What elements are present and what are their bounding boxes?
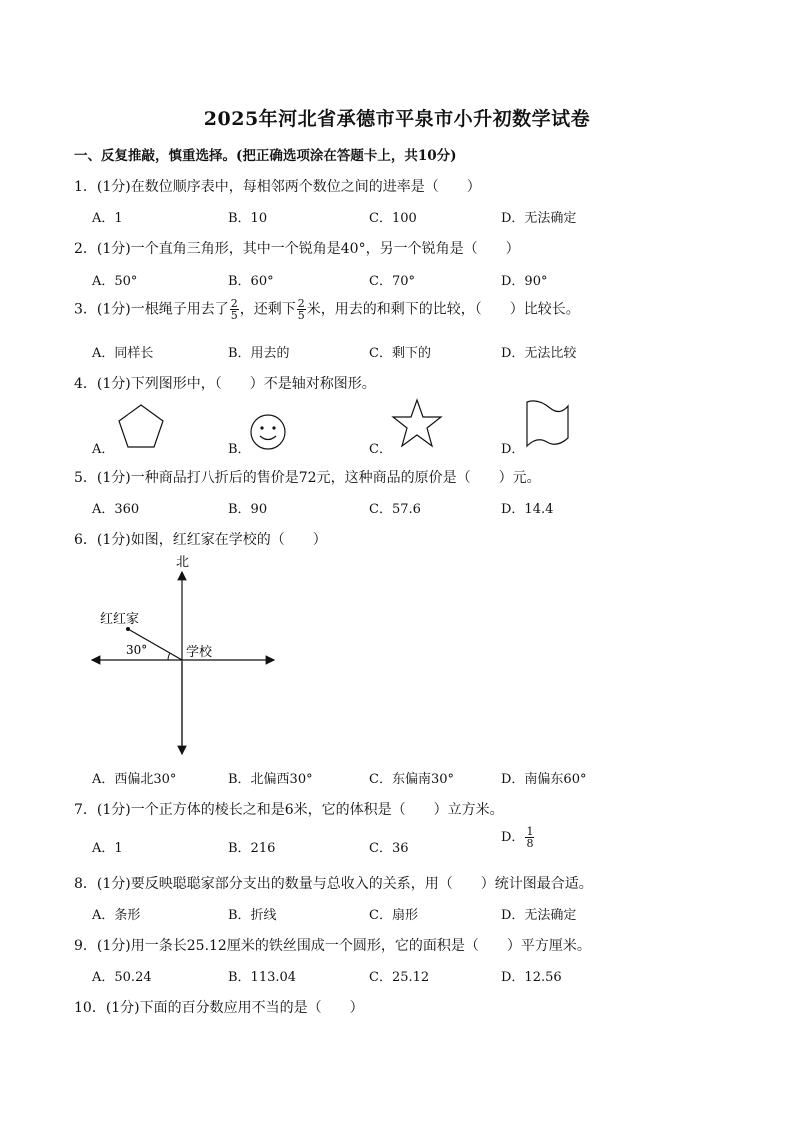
option-c[interactable]: C．25.12 <box>369 970 430 985</box>
question-text: 用一条长25.12厘米的铁丝围成一个圆形，它的面积是（ ）平方厘米。 <box>130 938 591 954</box>
question-10 <box>74 997 364 1017</box>
option-c[interactable]: C．扇形 <box>369 908 418 923</box>
fraction: $\frac{2}{5}$ <box>297 297 305 322</box>
section-heading: 一、反复推敲，慎重选择。(把正确选项涂在答题卡上，共10分) <box>74 148 457 164</box>
question-3 <box>74 298 580 321</box>
question-label: 3．(1分) <box>74 301 131 318</box>
option-d[interactable]: D．12.56 <box>501 970 562 985</box>
option-a[interactable]: A．50.24 <box>92 970 152 985</box>
star-icon[interactable] <box>390 398 444 450</box>
question-5 <box>74 467 541 487</box>
option-c[interactable]: C．东偏南30° <box>369 772 454 787</box>
angle-label: 30° <box>126 643 148 657</box>
option-d[interactable]: D．无法确定 <box>501 908 577 923</box>
question-label: 5．(1分) <box>74 470 131 486</box>
question-label: 1．(1分) <box>74 179 131 195</box>
pentagon-icon[interactable] <box>116 402 166 450</box>
question-7 <box>74 799 504 819</box>
question-text: 如图，红红家在学校的（ ） <box>130 532 327 548</box>
question-text: 一个正方体的棱长之和是6米，它的体积是（ ）立方米。 <box>130 802 504 818</box>
question-text: 下面的百分数应用不当的是（ ） <box>139 1000 364 1016</box>
option-b[interactable]: B． <box>228 442 251 457</box>
north-label: 北 <box>176 555 190 570</box>
exam-title: 2025年河北省承德市平泉市小升初数学试卷 <box>203 108 591 130</box>
angle-arc <box>168 653 170 660</box>
option-a[interactable]: A．西偏北30° <box>92 772 177 787</box>
school-label: 学校 <box>186 645 213 660</box>
question-6 <box>74 529 327 549</box>
direction-diagram <box>88 552 288 762</box>
question-text-part: 米，用去的和剩下的比较，（ ）比较长。 <box>306 301 580 318</box>
option-b[interactable]: B．北偏西30° <box>228 772 313 787</box>
smiley-icon[interactable] <box>248 412 288 452</box>
home-point <box>126 627 130 631</box>
option-a[interactable]: A．1 <box>92 841 123 856</box>
option-d[interactable]: D．无法比较 <box>501 346 577 361</box>
option-a[interactable]: A．同样长 <box>92 346 154 361</box>
option-b[interactable]: B．折线 <box>228 908 277 923</box>
question-text: 在数位顺序表中，每相邻两个数位之间的进率是（ ） <box>130 179 481 195</box>
option-c[interactable]: C． <box>369 442 392 457</box>
question-label: 9．(1分) <box>74 938 131 954</box>
option-d[interactable]: D．无法确定 <box>501 211 577 226</box>
option-a[interactable]: A．50° <box>92 274 138 289</box>
question-text: 下列图形中，（ ）不是轴对称图形。 <box>130 376 376 392</box>
option-b[interactable]: B．216 <box>228 841 276 856</box>
question-text: 要反映聪聪家部分支出的数量与总收入的关系，用（ ）统计图最合适。 <box>130 876 593 892</box>
option-b[interactable]: B．60° <box>228 274 274 289</box>
question-8 <box>74 873 593 893</box>
option-b[interactable]: B．90 <box>228 502 268 517</box>
question-2 <box>74 238 520 258</box>
question-1 <box>74 176 481 196</box>
option-d[interactable]: D．14.4 <box>501 502 554 517</box>
option-d[interactable]: D． <box>501 442 525 457</box>
question-label: 7．(1分) <box>74 802 131 818</box>
question-text: 一种商品打八折后的售价是72元，这种商品的原价是（ ）元。 <box>130 470 541 486</box>
option-c[interactable]: C．剩下的 <box>369 346 431 361</box>
fraction: $\frac{1}{8}$ <box>526 825 534 850</box>
option-b[interactable]: B．10 <box>228 211 268 226</box>
option-d[interactable]: D． $\frac{1}{8}$ <box>501 825 534 850</box>
option-c[interactable]: C．57.6 <box>369 502 421 517</box>
option-c[interactable]: C．36 <box>369 841 409 856</box>
option-b[interactable]: B．用去的 <box>228 346 290 361</box>
fraction: $\frac{2}{5}$ <box>230 297 238 322</box>
question-label: 8．(1分) <box>74 876 131 892</box>
question-label: 10．(1分) <box>74 1000 140 1016</box>
question-text-part: 一根绳子用去了 <box>130 301 229 318</box>
flag-icon[interactable] <box>522 398 572 450</box>
option-a[interactable]: A． <box>92 442 115 457</box>
question-text-part: ，还剩下 <box>239 301 296 318</box>
option-d[interactable]: D．南偏东60° <box>501 772 587 787</box>
option-c[interactable]: C．100 <box>369 211 417 226</box>
question-label: 4．(1分) <box>74 376 131 392</box>
question-9 <box>74 935 591 955</box>
option-a[interactable]: A．1 <box>92 211 123 226</box>
option-b[interactable]: B．113.04 <box>228 970 297 985</box>
question-label: 6．(1分) <box>74 532 131 548</box>
question-4 <box>74 373 376 393</box>
option-d[interactable]: D．90° <box>501 274 548 289</box>
option-a[interactable]: A．360 <box>92 502 140 517</box>
option-a[interactable]: A．条形 <box>92 908 141 923</box>
question-text: 一个直角三角形，其中一个锐角是40°，另一个锐角是（ ） <box>130 241 520 257</box>
home-label: 红红家 <box>100 612 140 627</box>
question-label: 2．(1分) <box>74 241 131 257</box>
option-c[interactable]: C．70° <box>369 274 415 289</box>
